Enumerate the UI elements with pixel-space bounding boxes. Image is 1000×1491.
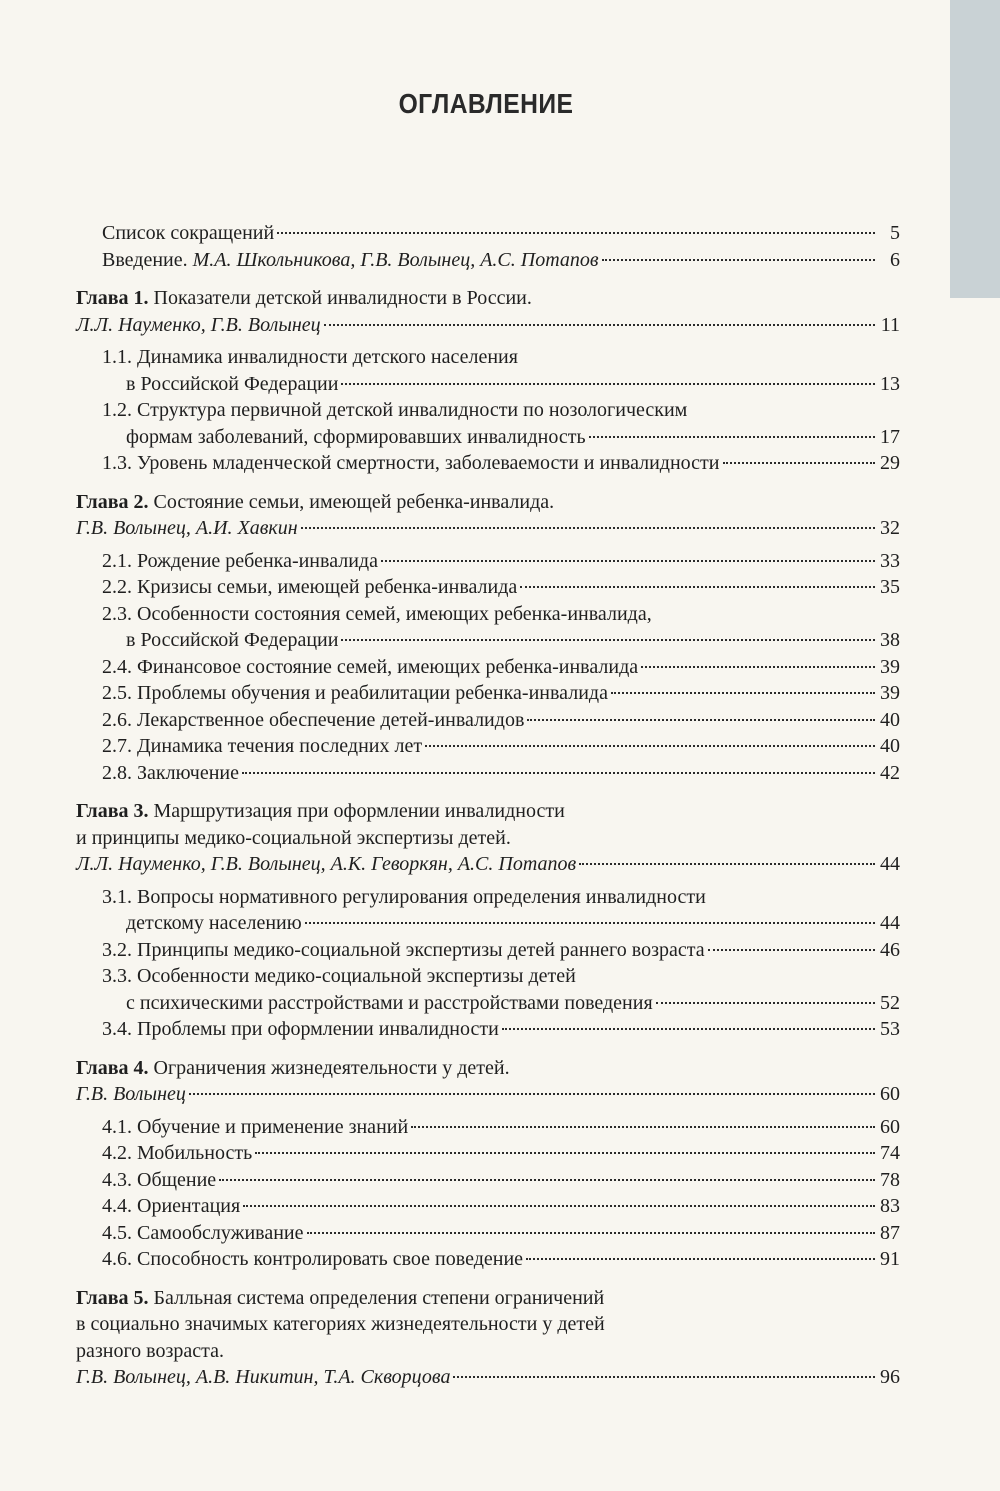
toc-section[interactable]	[76, 574, 900, 601]
toc-line	[102, 1193, 900, 1220]
section-title: Общение	[137, 1168, 217, 1191]
toc-section[interactable]	[76, 601, 900, 654]
page-number: 40	[880, 735, 900, 757]
toc-entry-text	[102, 1114, 408, 1141]
page-number: 60	[880, 1083, 900, 1105]
section-title-line	[102, 884, 900, 911]
toc-line	[102, 450, 900, 477]
dot-leader	[425, 745, 875, 747]
toc-chapter[interactable]	[76, 798, 900, 878]
toc-entry-text	[102, 680, 608, 707]
dot-leader	[589, 436, 875, 438]
toc-line	[102, 990, 900, 1017]
chapter-label: Глава 3.	[76, 800, 149, 822]
toc-section[interactable]	[76, 1114, 900, 1141]
toc-entry-text	[102, 247, 599, 274]
page-number: 44	[880, 853, 900, 875]
section-number: 3.2.	[102, 938, 132, 961]
toc-section[interactable]	[76, 397, 900, 450]
dot-leader	[411, 1126, 875, 1128]
toc-entry-text	[76, 312, 321, 339]
chapter-title: Балльная система определения степени ограничений	[153, 1286, 605, 1309]
section-title: Самообслуживание	[137, 1221, 304, 1244]
section-title: с психическими расстройствами и расстройствами поведения	[126, 991, 653, 1014]
chapter-title-line	[76, 1285, 900, 1312]
chapter-label: Глава 4.	[76, 1056, 149, 1079]
section-number: 4.5.	[102, 1221, 132, 1244]
section-number: 1.1.	[102, 346, 132, 368]
chapter-title-line	[76, 1311, 900, 1338]
toc-line	[102, 574, 900, 601]
toc-section[interactable]	[76, 1016, 900, 1043]
dot-leader	[602, 259, 875, 261]
toc-chapter[interactable]	[76, 285, 900, 338]
chapter-title: Показатели детской инвалидности в России.	[153, 287, 532, 309]
section-number: 3.4.	[102, 1018, 132, 1040]
page-number: 60	[880, 1115, 900, 1138]
chapter-label: Глава 5.	[76, 1286, 149, 1309]
section-title-line	[102, 344, 900, 371]
section-title: Уровень младенческой смертности, заболеваемости и инвалидности	[137, 452, 720, 474]
toc-line	[76, 851, 900, 878]
toc-entry-text	[102, 450, 720, 477]
section-title: Принципы медико-социальной экспертизы детей раннего возраста	[137, 938, 705, 961]
page-number: 11	[880, 313, 900, 336]
page-number: 78	[880, 1168, 900, 1191]
chapter-title: Маршрутизация при оформлении инвалидности	[153, 800, 565, 822]
section-number: 2.7.	[102, 735, 132, 757]
section-title-line	[102, 963, 900, 990]
chapter-title-line	[76, 825, 900, 852]
chapter-authors: Г.В. Волынец, А.В. Никитин, Т.А. Скворцова	[76, 1366, 451, 1388]
section-title: Динамика течения последних лет	[137, 735, 423, 757]
page-number: 13	[880, 372, 900, 395]
section-title: Финансовое состояние семей, имеющих ребенка-инвалида	[137, 655, 639, 678]
page-number: 53	[880, 1018, 900, 1040]
dot-leader	[579, 863, 875, 865]
section-title: Проблемы при оформлении инвалидности	[137, 1018, 499, 1040]
dot-leader	[527, 719, 875, 721]
section-number: 2.8.	[102, 761, 132, 784]
entry-title: Введение.	[102, 248, 193, 271]
chapter-authors: Л.Л. Науменко, Г.В. Волынец	[76, 313, 321, 336]
page-number: 33	[880, 549, 900, 572]
section-title: Динамика инвалидности детского населения	[137, 346, 518, 368]
toc-line	[102, 247, 900, 274]
toc-entry-text	[126, 910, 302, 937]
toc-line	[76, 1081, 900, 1108]
chapter-title: Ограничения жизнедеятельности у детей.	[153, 1056, 510, 1079]
toc-entry-text	[102, 548, 378, 575]
toc-entry-text	[102, 1220, 304, 1247]
section-title-line	[102, 397, 900, 424]
toc-line	[102, 1016, 900, 1043]
page-number: 5	[890, 222, 900, 244]
toc-section[interactable]	[76, 884, 900, 937]
toc-entry-text	[76, 1364, 450, 1391]
page-number: 87	[880, 1221, 900, 1244]
toc-line	[102, 371, 900, 398]
toc-section[interactable]	[76, 963, 900, 1016]
page-edge-tab	[950, 0, 1000, 298]
toc-entry-text	[102, 707, 524, 734]
toc-front-item[interactable]	[76, 247, 900, 274]
chapter-title: и принципы медико-социальной экспертизы детей.	[76, 826, 511, 849]
dot-leader	[453, 1376, 875, 1378]
toc-line	[102, 910, 900, 937]
toc-chapter[interactable]	[76, 1285, 900, 1391]
page-number: 46	[880, 938, 900, 961]
page-number: 42	[880, 761, 900, 784]
section-title: Лекарственное обеспечение детей-инвалидов	[137, 708, 525, 731]
dot-leader	[381, 560, 875, 562]
chapter-title-line	[76, 489, 900, 516]
toc-chapter[interactable]	[76, 489, 900, 542]
section-title: в Российской Федерации	[126, 629, 339, 651]
dot-leader	[219, 1179, 875, 1181]
toc-entry-text	[102, 654, 638, 681]
toc-section[interactable]	[76, 937, 900, 964]
section-number: 3.3.	[102, 965, 132, 987]
chapter-title-line	[76, 285, 900, 312]
chapter-title: в социально значимых категориях жизнедеятельности у детей	[76, 1313, 605, 1335]
page-number: 74	[880, 1142, 900, 1164]
dot-leader	[277, 232, 875, 234]
page-number: 38	[880, 629, 900, 651]
section-title: Заключение	[137, 761, 239, 784]
toc-line	[102, 937, 900, 964]
page-number: 29	[880, 452, 900, 474]
page-number: 32	[880, 517, 900, 539]
toc-entry-text	[102, 1193, 240, 1220]
toc-line	[76, 1364, 900, 1391]
section-title: Особенности состояния семей, имеющих ребенка-инвалида,	[137, 602, 652, 625]
dot-leader	[723, 462, 876, 464]
dot-leader	[307, 1232, 875, 1234]
toc-entry-text	[102, 937, 705, 964]
toc-section[interactable]	[76, 450, 900, 477]
section-title-line	[102, 601, 900, 628]
section-title: в Российской Федерации	[126, 372, 339, 395]
toc-entry-text	[102, 574, 517, 601]
toc-entry-text	[126, 990, 653, 1017]
toc-section[interactable]	[76, 548, 900, 575]
toc-entry-text	[102, 220, 274, 247]
section-title: Мобильность	[137, 1142, 253, 1164]
toc-entry-text	[126, 371, 338, 398]
toc-entry-text	[102, 1246, 523, 1273]
toc-entry-text	[102, 760, 239, 787]
section-number: 2.5.	[102, 682, 132, 704]
page-number: 6	[890, 248, 900, 271]
toc-front-item[interactable]	[76, 220, 900, 247]
toc-entry-text	[76, 1081, 186, 1108]
page-number: 96	[880, 1366, 900, 1388]
chapter-title: разного возраста.	[76, 1339, 225, 1362]
section-title: Кризисы семьи, имеющей ребенка-инвалида	[137, 576, 518, 598]
page-number: 39	[880, 655, 900, 678]
section-number: 4.1.	[102, 1115, 132, 1138]
section-title: формам заболеваний, сформировавших инвалидность	[126, 425, 586, 448]
chapter-label: Глава 1.	[76, 287, 149, 309]
page-number: 35	[880, 576, 900, 598]
dot-leader	[301, 527, 875, 529]
dot-leader	[255, 1152, 875, 1154]
chapter-authors: Г.В. Волынец	[76, 1083, 186, 1105]
page-title: ОГЛАВЛЕНИЕ	[398, 88, 574, 119]
page-number: 52	[880, 991, 900, 1014]
dot-leader	[708, 949, 875, 951]
section-number: 2.3.	[102, 602, 132, 625]
dot-leader	[189, 1093, 875, 1095]
toc-entry-text	[102, 1016, 499, 1043]
toc-line	[102, 220, 900, 247]
toc-entry-text	[102, 1167, 216, 1194]
toc-section[interactable]	[76, 1193, 900, 1220]
dot-leader	[526, 1258, 875, 1260]
toc-entry-text	[102, 1140, 252, 1167]
chapter-title-line	[76, 1338, 900, 1365]
toc-section[interactable]	[76, 344, 900, 397]
toc-line	[102, 733, 900, 760]
page-number: 39	[880, 682, 900, 704]
dot-leader	[243, 1205, 875, 1207]
section-number: 4.4.	[102, 1195, 132, 1217]
page-number: 91	[880, 1248, 900, 1270]
toc-section[interactable]	[76, 1246, 900, 1273]
section-title: Обучение и применение знаний	[137, 1115, 409, 1138]
toc-line	[102, 627, 900, 654]
toc-section[interactable]	[76, 680, 900, 707]
toc-entry-text	[76, 851, 576, 878]
entry-authors: М.А. Школьникова, Г.В. Волынец, А.С. Потапов	[192, 248, 599, 271]
toc-section[interactable]	[76, 654, 900, 681]
chapter-authors: Л.Л. Науменко, Г.В. Волынец, А.К. Геворкян, А.С. Потапов	[76, 853, 577, 875]
toc-line	[102, 1246, 900, 1273]
chapter-authors: Г.В. Волынец, А.И. Хавкин	[76, 517, 298, 539]
chapter-title: Состояние семьи, имеющей ребенка-инвалида.	[153, 490, 555, 513]
toc-line	[102, 1140, 900, 1167]
section-title: Вопросы нормативного регулирования определения инвалидности	[137, 885, 706, 908]
section-number: 4.6.	[102, 1248, 132, 1270]
dot-leader	[324, 324, 875, 326]
toc-entry-text	[76, 515, 298, 542]
toc-line	[102, 1220, 900, 1247]
section-title: Особенности медико-социальной экспертизы детей	[137, 965, 576, 987]
toc-section[interactable]	[76, 1167, 900, 1194]
toc-line	[102, 760, 900, 787]
dot-leader	[656, 1002, 875, 1004]
dot-leader	[305, 922, 875, 924]
section-number: 4.3.	[102, 1168, 132, 1191]
section-title: Рождение ребенка-инвалида	[137, 549, 378, 572]
section-number: 2.1.	[102, 549, 132, 572]
section-number: 3.1.	[102, 885, 132, 908]
section-number: 4.2.	[102, 1142, 132, 1164]
chapter-title-line	[76, 798, 900, 825]
table-of-contents	[76, 220, 900, 1391]
section-number: 1.2.	[102, 399, 132, 421]
dot-leader	[641, 666, 875, 668]
section-number: 1.3.	[102, 452, 132, 474]
chapter-title-line	[76, 1055, 900, 1082]
page-number: 40	[880, 708, 900, 731]
toc-entry-text	[126, 627, 338, 654]
toc-line	[102, 424, 900, 451]
section-number: 2.2.	[102, 576, 132, 598]
chapter-label: Глава 2.	[76, 490, 149, 513]
section-title: Структура первичной детской инвалидности по нозологическим	[137, 399, 688, 421]
toc-line	[76, 515, 900, 542]
page-number: 83	[880, 1195, 900, 1217]
section-number: 2.4.	[102, 655, 132, 678]
toc-section[interactable]	[76, 760, 900, 787]
toc-line	[102, 707, 900, 734]
toc-section[interactable]	[76, 1220, 900, 1247]
toc-line	[102, 654, 900, 681]
toc-section[interactable]	[76, 733, 900, 760]
toc-line	[102, 1114, 900, 1141]
toc-chapter[interactable]	[76, 1055, 900, 1108]
toc-line	[102, 680, 900, 707]
section-number: 2.6.	[102, 708, 132, 731]
dot-leader	[242, 772, 875, 774]
page-number: 17	[880, 425, 900, 448]
toc-line	[102, 548, 900, 575]
toc-section[interactable]	[76, 707, 900, 734]
dot-leader	[520, 586, 875, 588]
page-number: 44	[880, 912, 900, 934]
section-title: Проблемы обучения и реабилитации ребенка-инвалида	[137, 682, 608, 704]
toc-line	[102, 1167, 900, 1194]
toc-line	[76, 312, 900, 339]
dot-leader	[341, 383, 875, 385]
section-title: детскому населению	[126, 912, 302, 934]
dot-leader	[611, 692, 875, 694]
toc-section[interactable]	[76, 1140, 900, 1167]
section-title: Ориентация	[137, 1195, 241, 1217]
toc-entry-text	[102, 733, 422, 760]
section-title: Способность контролировать свое поведение	[137, 1248, 524, 1270]
dot-leader	[341, 639, 875, 641]
dot-leader	[502, 1028, 875, 1030]
entry-title: Список сокращений	[102, 222, 275, 244]
toc-entry-text	[126, 424, 586, 451]
